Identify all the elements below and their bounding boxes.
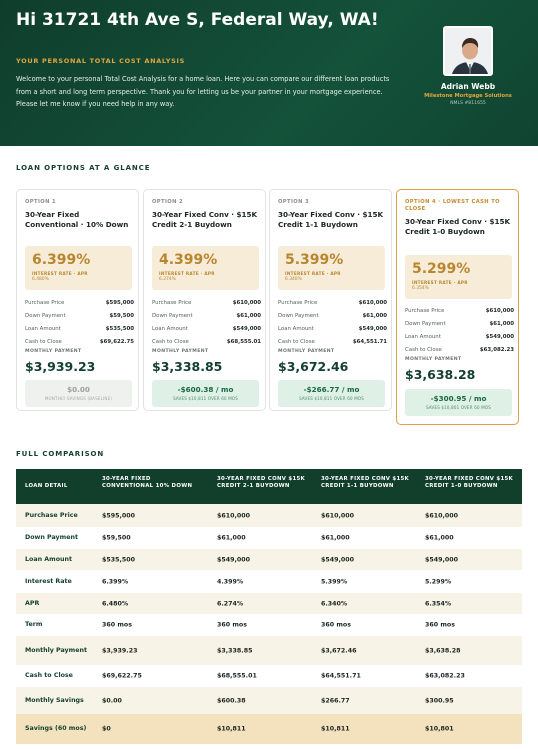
kv-value: $63,082.23	[479, 347, 514, 353]
table-cell: $535,500	[102, 556, 136, 563]
loan-amount-row	[405, 334, 514, 344]
rate-caption: INTEREST RATE · APR	[32, 271, 88, 276]
agent-company: Milestone Mortgage Solutions	[424, 93, 512, 99]
table-cell: $549,000	[321, 556, 355, 563]
column-header: 30-YEAR FIXED CONV $15K CREDIT 1-0 BUYDOWN	[425, 476, 514, 489]
cash-to-close-row	[25, 339, 134, 349]
savings-amount: -$300.95 / mo	[430, 394, 487, 403]
table-cell: $61,000	[321, 534, 350, 542]
table-cell: $10,801	[425, 725, 454, 733]
kv-label: Cash to Close	[25, 339, 62, 345]
row-label: Cash to Close	[25, 672, 73, 679]
savings-amount: -$266.77 / mo	[303, 385, 360, 394]
table-cell: $61,000	[217, 534, 246, 542]
loan-amount-row	[278, 326, 387, 336]
table-row	[16, 593, 522, 614]
kv-value: $69,622.75	[99, 339, 134, 345]
table-cell: $3,638.28	[425, 647, 461, 654]
table-row	[16, 714, 522, 744]
table-cell: 6.354%	[425, 600, 452, 607]
table-cell: $63,082.23	[425, 672, 465, 680]
kv-value: $549,000	[232, 326, 261, 332]
interest-rate: 5.299%	[412, 261, 471, 277]
column-header: 30-YEAR FIXED CONVENTIONAL 10% DOWN	[102, 476, 193, 489]
row-label: Interest Rate	[25, 577, 72, 585]
purchase-price-row	[25, 300, 134, 310]
savings-note: SAVES $10,801 OVER 60 MOS	[426, 405, 491, 410]
kv-label: Purchase Price	[152, 300, 192, 306]
table-row	[16, 549, 522, 570]
rate-box	[25, 246, 132, 290]
cash-to-close-row	[405, 347, 514, 357]
table-cell: $64,551.71	[321, 672, 361, 680]
monthly-payment: $3,672.46	[278, 359, 349, 374]
table-cell: $0.00	[102, 697, 122, 704]
purchase-price-row	[278, 300, 387, 310]
interest-rate: 5.399%	[285, 252, 344, 268]
table-row	[16, 527, 522, 549]
apr-value: 6.480%	[32, 277, 49, 282]
option-name: 30-Year Fixed Conv · $15K Credit 2-1 Buydown	[152, 210, 258, 229]
table-row	[16, 570, 522, 593]
down-payment-row	[278, 313, 387, 323]
option-card-4[interactable]	[396, 189, 519, 425]
kv-label: Loan Amount	[278, 326, 314, 332]
kv-label: Purchase Price	[278, 300, 318, 306]
row-label: Loan Amount	[25, 555, 72, 563]
rate-caption: INTEREST RATE · APR	[159, 271, 215, 276]
monthly-payment-caption: MONTHLY PAYMENT	[152, 349, 209, 354]
kv-label: Purchase Price	[25, 300, 65, 306]
table-cell: 360 mos	[321, 621, 351, 629]
savings-note: SAVES $10,811 OVER 60 MOS	[299, 396, 364, 401]
option-label: OPTION 4 · LOWEST CASH TO CLOSE	[405, 199, 500, 212]
table-cell: $59,500	[102, 534, 131, 542]
comparison-section-title: FULL COMPARISON	[16, 450, 105, 458]
table-cell: 4.399%	[217, 578, 244, 585]
row-label: APR	[25, 599, 40, 607]
monthly-payment: $3,338.85	[152, 359, 223, 374]
table-cell: 5.299%	[425, 578, 452, 585]
kv-value: $535,500	[105, 326, 134, 332]
table-cell: 6.274%	[217, 600, 244, 607]
row-label: Down Payment	[25, 534, 78, 541]
page-title: Hi 31721 4th Ave S, Federal Way, WA!	[16, 10, 379, 30]
kv-label: Loan Amount	[25, 326, 61, 332]
table-cell: $61,000	[425, 534, 454, 542]
kv-value: $61,000	[236, 313, 261, 319]
interest-rate: 6.399%	[32, 252, 91, 268]
monthly-payment: $3,638.28	[405, 367, 476, 382]
row-label: Term	[25, 621, 43, 628]
table-row	[16, 665, 522, 687]
loan-amount-row	[25, 326, 134, 336]
apr-value: 6.274%	[159, 277, 176, 282]
apr-value: 6.354%	[412, 286, 429, 291]
table-row	[16, 504, 522, 527]
row-label: Purchase Price	[25, 511, 78, 519]
purchase-price-row	[405, 308, 514, 318]
table-cell: $10,811	[217, 725, 246, 733]
agent-name: Adrian Webb	[440, 82, 496, 91]
savings-badge	[152, 380, 259, 407]
options-section-title: LOAN OPTIONS AT A GLANCE	[16, 164, 151, 172]
table-row	[16, 636, 522, 665]
agent-nmls: NMLS #811655	[450, 101, 486, 106]
option-card-3[interactable]	[269, 189, 392, 411]
table-cell: $3,939.23	[102, 647, 138, 654]
column-header: 30-YEAR FIXED CONV $15K CREDIT 2-1 BUYDOWN	[217, 476, 306, 489]
down-payment-row	[25, 313, 134, 323]
kv-label: Loan Amount	[405, 334, 441, 340]
option-card-2[interactable]	[143, 189, 266, 411]
table-cell: 6.480%	[102, 600, 129, 607]
table-cell: $69,622.75	[102, 672, 142, 680]
intro-text: Welcome to your personal Total Cost Analysis for a home loan. Here you can compare our different loan products from a short and long term perspective. Thank you for letting us be your partner in your mortgage experience. Please let me know if you need help in any way.	[16, 75, 390, 108]
apr-value: 6.340%	[285, 277, 302, 282]
savings-amount: $0.00	[67, 385, 90, 394]
kv-label: Down Payment	[25, 313, 66, 319]
kv-label: Down Payment	[152, 313, 193, 319]
kv-value: $610,000	[358, 300, 387, 306]
row-label: Monthly Payment	[25, 646, 87, 654]
savings-badge	[278, 380, 385, 407]
down-payment-row	[152, 313, 261, 323]
table-cell: $3,672.46	[321, 647, 357, 654]
table-cell: $610,000	[217, 512, 251, 519]
cash-to-close-row	[152, 339, 261, 349]
kv-label: Loan Amount	[152, 326, 188, 332]
row-label: Monthly Savings	[25, 696, 84, 704]
agent-portrait-icon	[445, 28, 493, 76]
page-subtitle: YOUR PERSONAL TOTAL COST ANALYSIS	[16, 57, 186, 65]
column-header: LOAN DETAIL	[25, 483, 68, 489]
kv-value: $59,500	[109, 313, 134, 319]
agent-photo	[443, 26, 493, 76]
table-row	[16, 614, 522, 636]
table-cell: $300.95	[425, 697, 454, 704]
kv-label: Cash to Close	[152, 339, 189, 345]
kv-value: $595,000	[105, 300, 134, 306]
table-cell: $610,000	[425, 512, 459, 519]
savings-badge	[25, 380, 132, 407]
table-cell: 6.399%	[102, 578, 129, 585]
table-cell: $10,811	[321, 725, 350, 733]
rate-box	[278, 246, 385, 290]
monthly-payment-caption: MONTHLY PAYMENT	[25, 349, 82, 354]
kv-value: $61,000	[489, 321, 514, 327]
monthly-payment: $3,939.23	[25, 359, 96, 374]
hero-header	[0, 0, 538, 146]
rate-box	[405, 255, 512, 299]
option-label: OPTION 3	[278, 199, 310, 205]
row-label: Savings (60 mos)	[25, 725, 87, 732]
option-name: 30-Year Fixed Conventional · 10% Down	[25, 210, 129, 229]
kv-label: Down Payment	[405, 321, 446, 327]
table-cell: $68,555.01	[217, 672, 257, 680]
table-cell: $266.77	[321, 697, 350, 704]
kv-value: $610,000	[485, 308, 514, 314]
kv-value: $549,000	[485, 334, 514, 340]
kv-label: Down Payment	[278, 313, 319, 319]
table-cell: 360 mos	[217, 621, 247, 629]
option-name: 30-Year Fixed Conv · $15K Credit 1-1 Buydown	[278, 210, 384, 229]
table-cell: $3,338.85	[217, 647, 253, 654]
savings-note: SAVES $10,811 OVER 60 MOS	[173, 396, 238, 401]
kv-value: $61,000	[362, 313, 387, 319]
kv-value: $610,000	[232, 300, 261, 306]
table-header	[16, 469, 522, 504]
cash-to-close-row	[278, 339, 387, 349]
table-cell: $595,000	[102, 512, 136, 519]
purchase-price-row	[152, 300, 261, 310]
table-cell: $0	[102, 725, 111, 733]
kv-value: $68,555.01	[226, 339, 261, 345]
table-cell: $600.38	[217, 697, 246, 704]
loan-amount-row	[152, 326, 261, 336]
kv-value: $64,551.71	[352, 339, 387, 345]
table-row	[16, 687, 522, 714]
option-label: OPTION 1	[25, 199, 57, 205]
savings-note: MONTHLY SAVINGS (BASELINE)	[44, 396, 113, 401]
table-cell: $549,000	[217, 556, 251, 563]
kv-label: Cash to Close	[278, 339, 315, 345]
savings-badge	[405, 389, 512, 416]
monthly-payment-caption: MONTHLY PAYMENT	[278, 349, 335, 354]
table-cell: $610,000	[321, 512, 355, 519]
kv-value: $549,000	[358, 326, 387, 332]
kv-label: Purchase Price	[405, 308, 445, 314]
table-cell: 5.399%	[321, 578, 348, 585]
rate-caption: INTEREST RATE · APR	[285, 271, 341, 276]
savings-amount: -$600.38 / mo	[177, 385, 234, 394]
option-label: OPTION 2	[152, 199, 184, 205]
rate-caption: INTEREST RATE · APR	[412, 280, 468, 285]
kv-label: Cash to Close	[405, 347, 442, 353]
rate-box	[152, 246, 259, 290]
monthly-payment-caption: MONTHLY PAYMENT	[405, 357, 462, 362]
table-cell: 360 mos	[425, 621, 455, 629]
table-cell: $549,000	[425, 556, 459, 563]
column-header: 30-YEAR FIXED CONV $15K CREDIT 1-1 BUYDOWN	[321, 476, 410, 489]
down-payment-row	[405, 321, 514, 331]
table-cell: 6.340%	[321, 600, 348, 607]
table-cell: 360 mos	[102, 621, 132, 629]
option-card-1[interactable]	[16, 189, 139, 411]
interest-rate: 4.399%	[159, 252, 218, 268]
option-name: 30-Year Fixed Conv · $15K Credit 1-0 Buydown	[405, 217, 511, 236]
